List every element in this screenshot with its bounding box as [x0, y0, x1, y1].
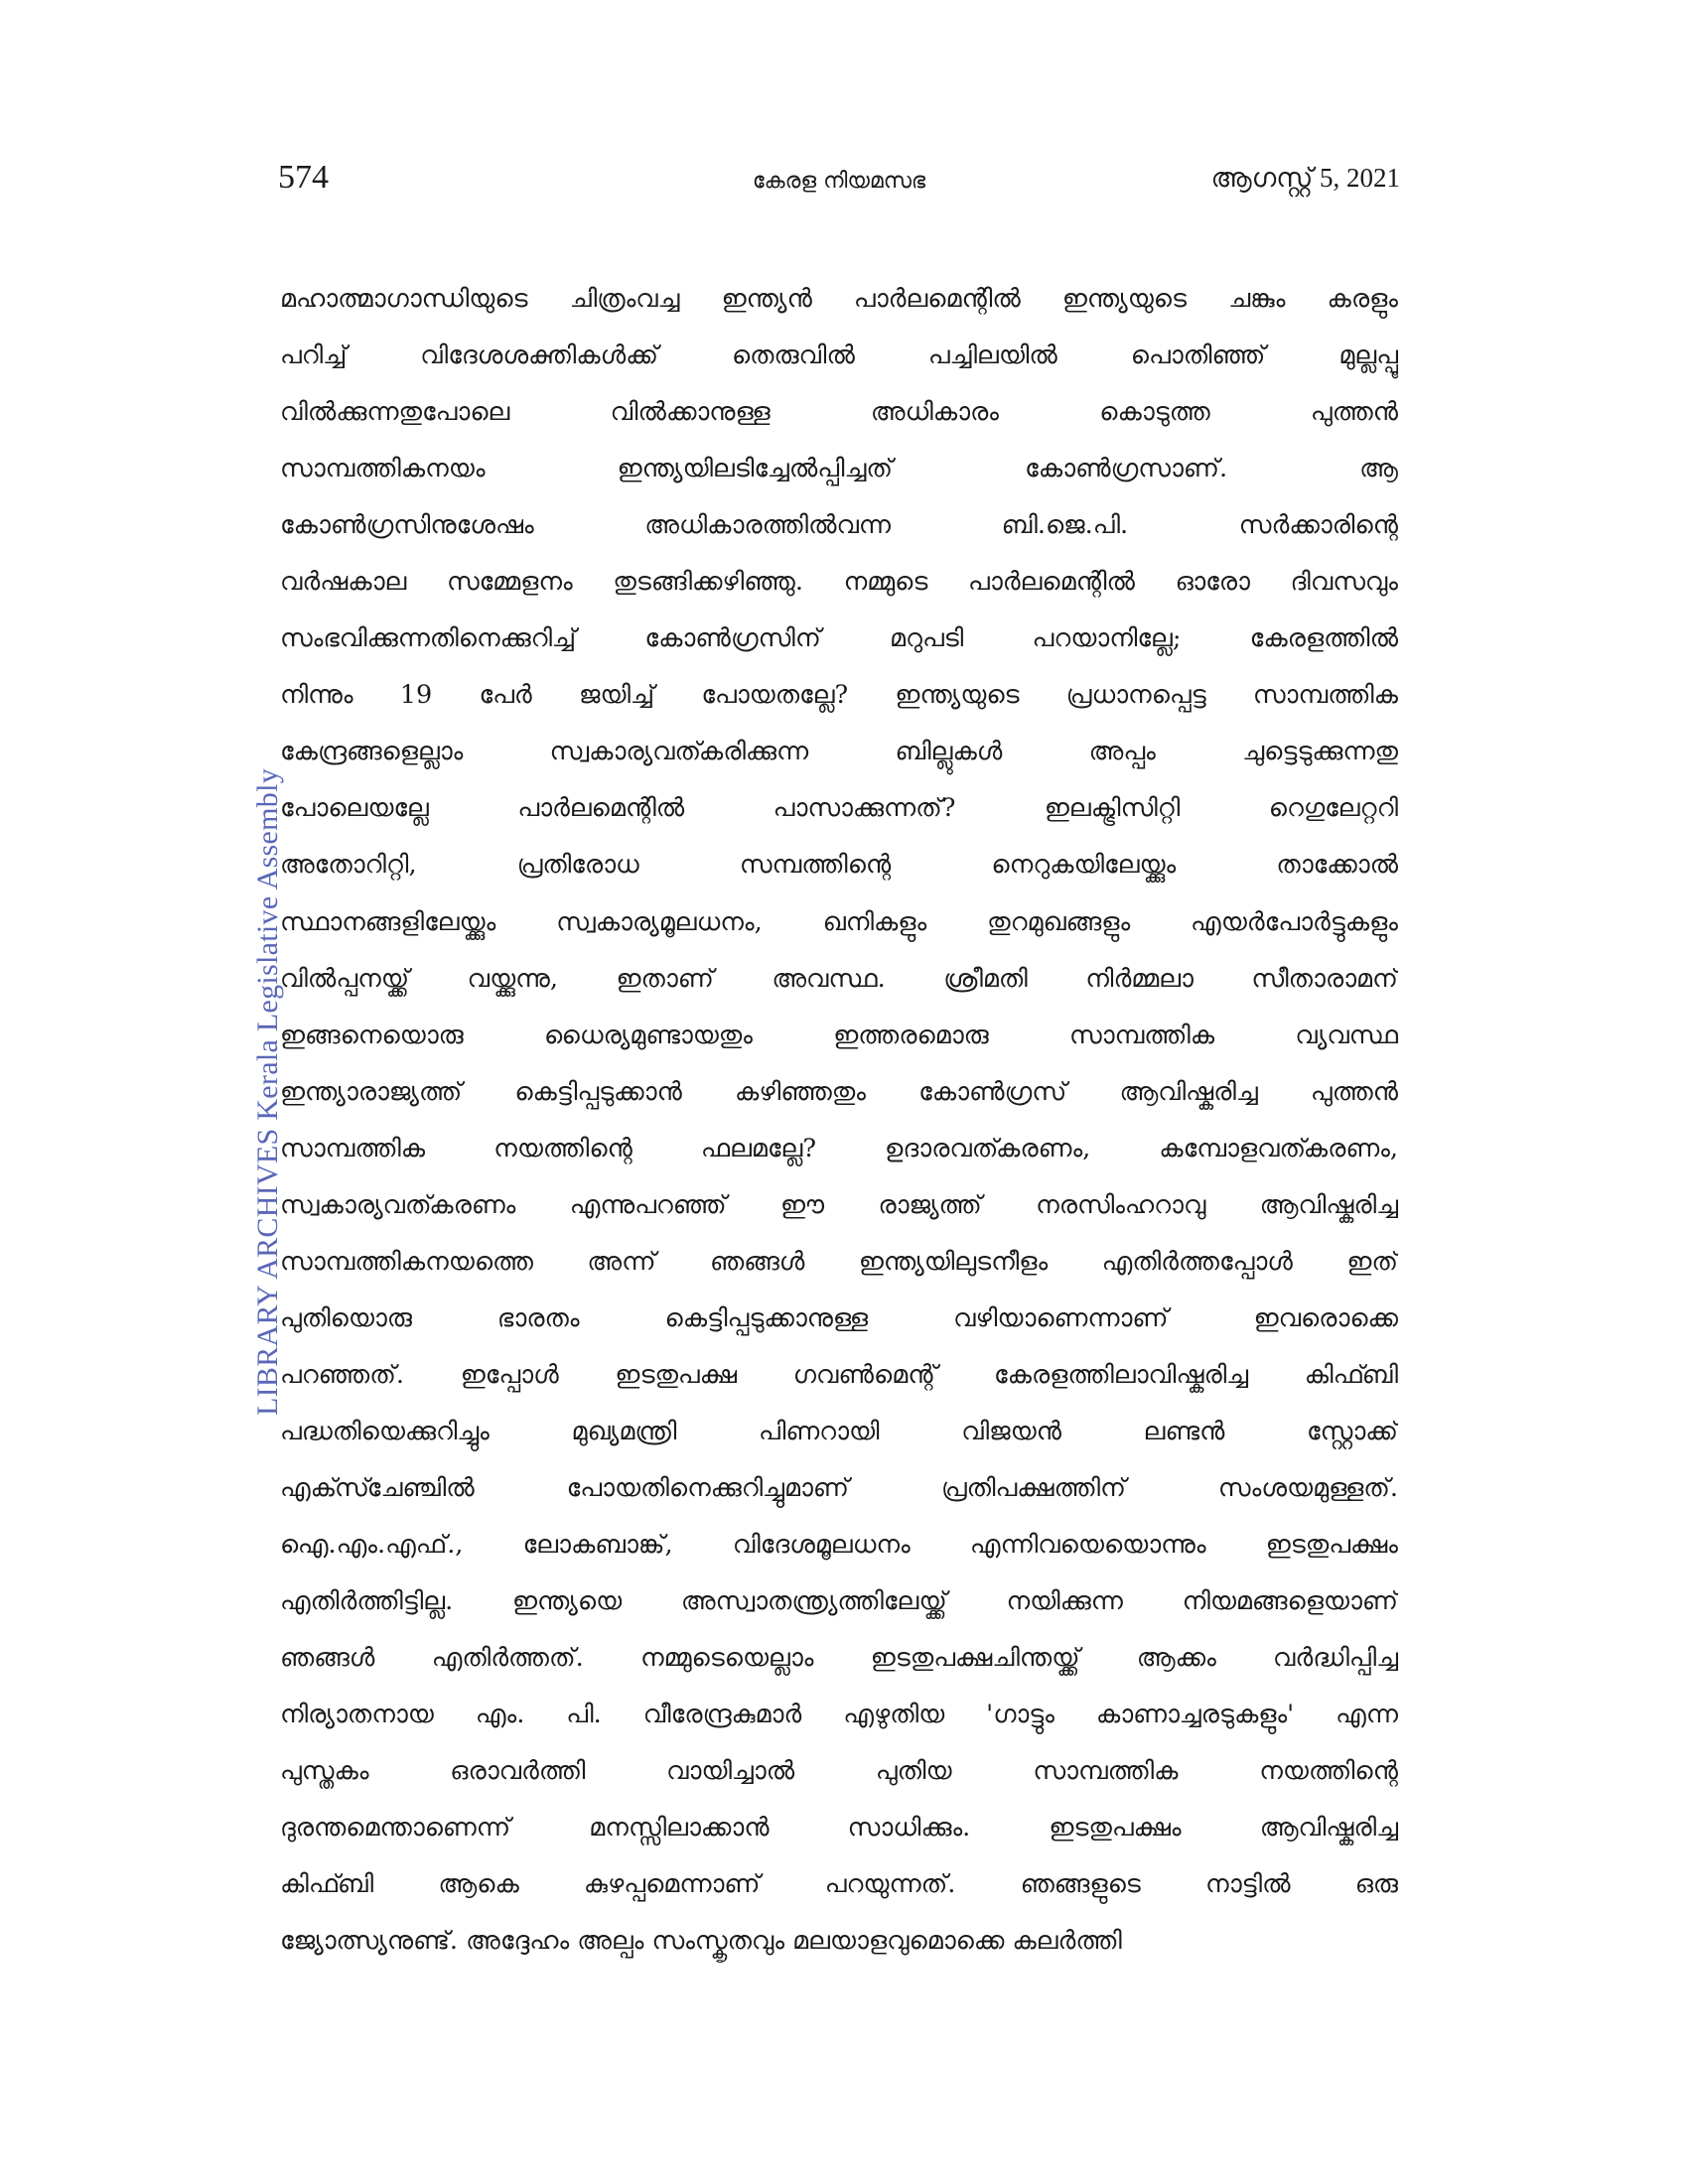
body-line: പറിച്ച് വിദേശശക്തികൾക്ക് തെരുവിൽ പച്ചിലയിൽ പൊതിഞ്ഞ് മുല്ലപ്പൂ: [280, 341, 1398, 371]
body-line: പുസ്തകം ഒരാവർത്തി വായിച്ചാൽ പുതിയ സാമ്പത്തിക നയത്തിന്റെ: [280, 1756, 1398, 1787]
body-line: ജ്യോത്സ്യനുണ്ട്. അദ്ദേഹം അല്പം സംസ്കൃതവും മലയാളവുമൊക്കെ കലർത്തി: [280, 1926, 1122, 1957]
body-text: [280, 271, 1398, 1970]
body-line: സാമ്പത്തികനയത്തെ അന്ന് ഞങ്ങൾ ഇന്ത്യയിലുടനീളം എതിർത്തപ്പോൾ ഇത്: [280, 1246, 1398, 1277]
body-line: മഹാത്മാഗാന്ധിയുടെ ചിത്രംവച്ച ഇന്ത്യൻ പാർലമെന്റിൽ ഇന്ത്യയുടെ ചങ്കും കരളും: [280, 284, 1398, 314]
body-line: സ്ഥാനങ്ങളിലേയ്ക്കും സ്വകാര്യമൂലധനം, ഖനികളും തുറമുഖങ്ങളും എയർപോർട്ടുകളും: [280, 906, 1398, 937]
page-header: [278, 159, 1400, 208]
body-line: പോലെയല്ലേ പാർലമെന്റിൽ പാസാക്കുന്നത്? ഇലക്ട്രിസിറ്റി റെഗുലേറ്ററി: [280, 793, 1398, 824]
body-line: സാമ്പത്തികനയം ഇന്ത്യയിലടിച്ചേൽപ്പിച്ചത് കോൺഗ്രസാണ്. ആ: [280, 454, 1398, 484]
body-line: ഞങ്ങൾ എതിർത്തത്. നമ്മുടെയെല്ലാം ഇടതുപക്ഷചിന്തയ്ക്ക് ആക്കം വർദ്ധിപ്പിച്ച: [280, 1643, 1398, 1674]
page-date: ആഗസ്റ്റ് 5, 2021: [1210, 163, 1400, 193]
body-line: അതോറിറ്റി, പ്രതിരോധ സമ്പത്തിന്റെ നെറുകയിലേയ്ക്കും താക്കോൽ: [280, 850, 1398, 881]
body-line: വിൽപ്പനയ്ക്ക് വയ്ക്കുന്നു, ഇതാണ് അവസ്ഥ. ശ്രീമതി നിർമ്മലാ സീതാരാമന്: [280, 963, 1398, 994]
body-line: പുതിയൊരു ഭാരതം കെട്ടിപ്പടുക്കാനുള്ള വഴിയാണെന്നാണ് ഇവരൊക്കെ: [280, 1302, 1398, 1333]
body-line: പറഞ്ഞത്. ഇപ്പോൾ ഇടതുപക്ഷ ഗവൺമെന്റ് കേരളത്തിലാവിഷ്കരിച്ച കിഫ്ബി: [280, 1359, 1398, 1390]
body-line: ദുരന്തമെന്താണെന്ന് മനസ്സിലാക്കാൻ സാധിക്കും. ഇടതുപക്ഷം ആവിഷ്കരിച്ച: [280, 1813, 1398, 1843]
body-line: എതിർത്തിട്ടില്ല. ഇന്ത്യയെ അസ്വാതന്ത്ര്യത്തിലേയ്ക്ക് നയിക്കുന്ന നിയമങ്ങളെയാണ്: [280, 1586, 1398, 1617]
body-line: വിൽക്കുന്നതുപോലെ വിൽക്കാനുള്ള അധികാരം കൊടുത്ത പുത്തൻ: [280, 397, 1398, 428]
body-line: പദ്ധതിയെക്കുറിച്ചും മുഖ്യമന്ത്രി പിണറായി വിജയൻ ലണ്ടൻ സ്റ്റോക്ക്: [280, 1416, 1398, 1446]
body-line: നിര്യാതനായ എം. പി. വീരേന്ദ്രകുമാർ എഴുതിയ 'ഗാട്ടും കാണാച്ചരടുകളും' എന്ന: [280, 1700, 1398, 1730]
body-line: ഐ.എം.എഫ്., ലോകബാങ്ക്, വിദേശമൂലധനം എന്നിവയെയൊന്നും ഇടതുപക്ഷം: [280, 1530, 1398, 1561]
body-line: ഇങ്ങനെയൊരു ധൈര്യമുണ്ടായതും ഇത്തരമൊരു സാമ്പത്തിക വ്യവസ്ഥ: [280, 1020, 1398, 1050]
body-line: സ്വകാര്യവത്കരണം എന്നുപറഞ്ഞ് ഈ രാജ്യത്ത് നരസിംഹറാവു ആവിഷ്കരിച്ച: [280, 1189, 1398, 1220]
body-line: ഇന്ത്യാരാജ്യത്ത് കെട്ടിപ്പടുക്കാൻ കഴിഞ്ഞതും കോൺഗ്രസ് ആവിഷ്കരിച്ച പുത്തൻ: [280, 1076, 1398, 1107]
body-line: സാമ്പത്തിക നയത്തിന്റെ ഫലമല്ലേ? ഉദാരവത്കരണം, കമ്പോളവത്കരണം,: [280, 1133, 1398, 1163]
body-line: കിഫ്ബി ആകെ കുഴപ്പമെന്നാണ് പറയുന്നത്. ഞങ്ങളുടെ നാട്ടിൽ ഒരു: [280, 1869, 1398, 1900]
body-line: വർഷകാല സമ്മേളനം തുടങ്ങിക്കഴിഞ്ഞു. നമ്മുടെ പാർലമെന്റിൽ ഓരോ ദിവസവും: [280, 567, 1398, 598]
body-line: കോൺഗ്രസിനുശേഷം അധികാരത്തിൽവന്ന ബി.ജെ.പി. സർക്കാരിന്റെ: [280, 510, 1398, 541]
assembly-name: കേരള നിയമസഭ: [752, 169, 926, 194]
body-line: സംഭവിക്കുന്നതിനെക്കുറിച്ച് കോൺഗ്രസിന് മറുപടി പറയാനില്ലേ; കേരളത്തിൽ: [280, 623, 1398, 654]
library-archives-watermark: LIBRARY ARCHIVES Kerala Legislative Assembly: [251, 767, 284, 1417]
body-line: എക്സ്ചേഞ്ചിൽ പോയതിനെക്കുറിച്ചുമാണ് പ്രതിപക്ഷത്തിന് സംശയമുള്ളത്.: [280, 1472, 1398, 1503]
body-line: നിന്നും 19 പേർ ജയിച്ച് പോയതല്ലേ? ഇന്ത്യയുടെ പ്രധാനപ്പെട്ട സാമ്പത്തിക: [280, 680, 1398, 711]
body-line: കേന്ദ്രങ്ങളെല്ലാം സ്വകാര്യവത്കരിക്കുന്ന ബില്ലുകൾ അപ്പം ചുട്ടെടുക്കുന്നതു: [280, 737, 1398, 767]
page-number: 574: [278, 159, 329, 196]
